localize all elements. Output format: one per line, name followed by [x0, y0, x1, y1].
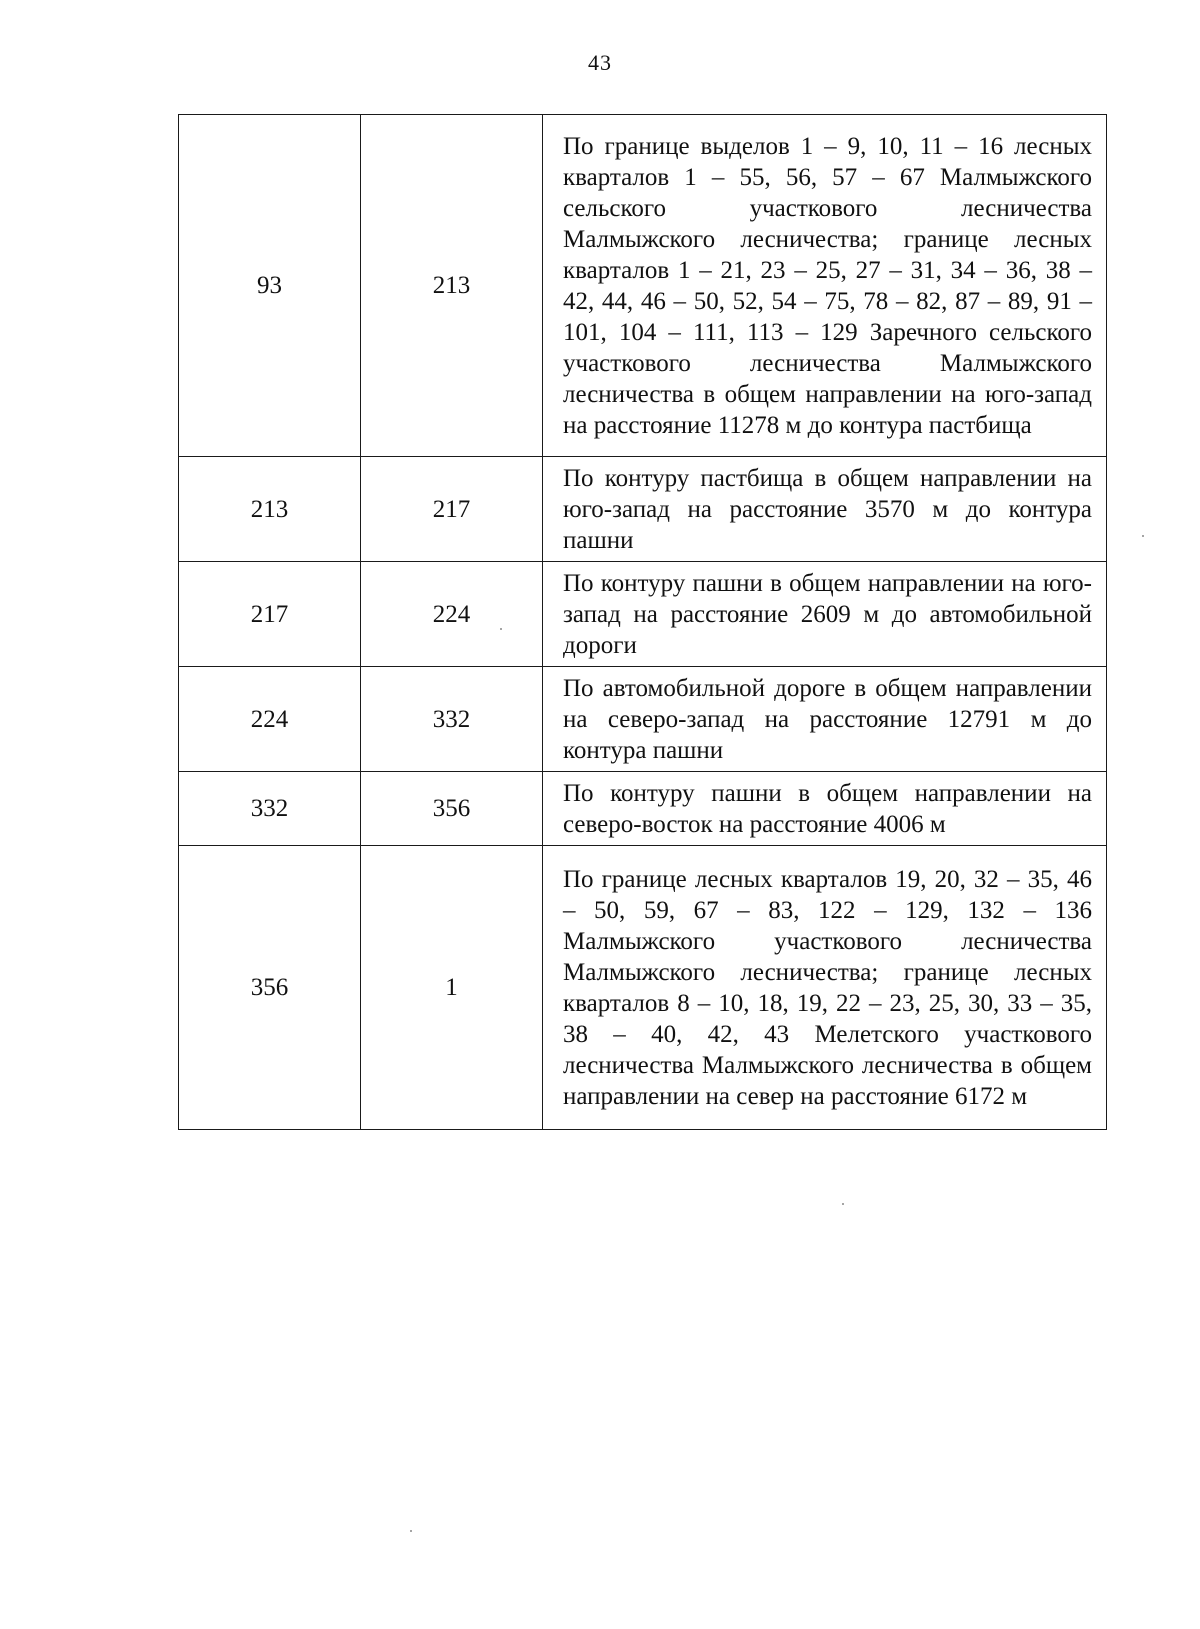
- from-point-cell: 93: [179, 115, 361, 457]
- from-point-cell: 224: [179, 667, 361, 772]
- boundary-description-cell: По границе выделов 1 – 9, 10, 11 – 16 лесных кварталов 1 – 55, 56, 57 – 67 Малмыжского сельского участкового лесничества Малмыжского лесничества; границе лесных кварталов 1 – 21, 23 – 25, 27 – 31, 34 – 36, 38 – 42, 44, 46 – 50, 52, 54 – 75, 78 – 82, 87 – 89, 91 – 101, 104 – 111, 113 – 129 Заречного сельского участкового лесничества Малмыжского лесничества в общем направлении на юго-запад на расстояние 11278 м до контура пастбища: [543, 115, 1107, 457]
- boundary-description-cell: По автомобильной дороге в общем направлении на северо-запад на расстояние 12791 м до контура пашни: [543, 667, 1107, 772]
- scan-speck: [842, 1203, 844, 1205]
- page-number: 43: [588, 50, 612, 75]
- to-point-cell: 224: [361, 562, 543, 667]
- from-point-cell: 356: [179, 846, 361, 1130]
- table-row: [179, 667, 1107, 772]
- from-point-cell: 217: [179, 562, 361, 667]
- table-row: [179, 562, 1107, 667]
- to-point-cell: 217: [361, 457, 543, 562]
- to-point-cell: 332: [361, 667, 543, 772]
- from-point-cell: 332: [179, 772, 361, 846]
- boundary-description-cell: По контуру пастбища в общем направлении на юго-запад на расстояние 3570 м до контура пашни: [543, 457, 1107, 562]
- to-point-cell: 356: [361, 772, 543, 846]
- scan-speck: [500, 628, 502, 630]
- table-row: [179, 772, 1107, 846]
- from-point-cell: 213: [179, 457, 361, 562]
- boundary-description-cell: По границе лесных кварталов 19, 20, 32 – 35, 46 – 50, 59, 67 – 83, 122 – 129, 132 – 136 Малмыжского участкового лесничества Малмыжского лесничества; границе лесных кварталов 8 – 10, 18, 19, 22 – 23, 25, 30, 33 – 35, 38 – 40, 42, 43 Мелетского участкового лесничества Малмыжского лесничества в общем направлении на север на расстояние 6172 м: [543, 846, 1107, 1130]
- scan-speck: [410, 1530, 412, 1532]
- boundary-description-cell: По контуру пашни в общем направлении на северо-восток на расстояние 4006 м: [543, 772, 1107, 846]
- table-row: [179, 115, 1107, 457]
- boundary-description-table: [178, 114, 1107, 1130]
- table-row: [179, 457, 1107, 562]
- to-point-cell: 1: [361, 846, 543, 1130]
- scan-speck: [1142, 535, 1144, 537]
- boundary-description-cell: По контуру пашни в общем направлении на юго-запад на расстояние 2609 м до автомобильной дороги: [543, 562, 1107, 667]
- to-point-cell: 213: [361, 115, 543, 457]
- table-row: [179, 846, 1107, 1130]
